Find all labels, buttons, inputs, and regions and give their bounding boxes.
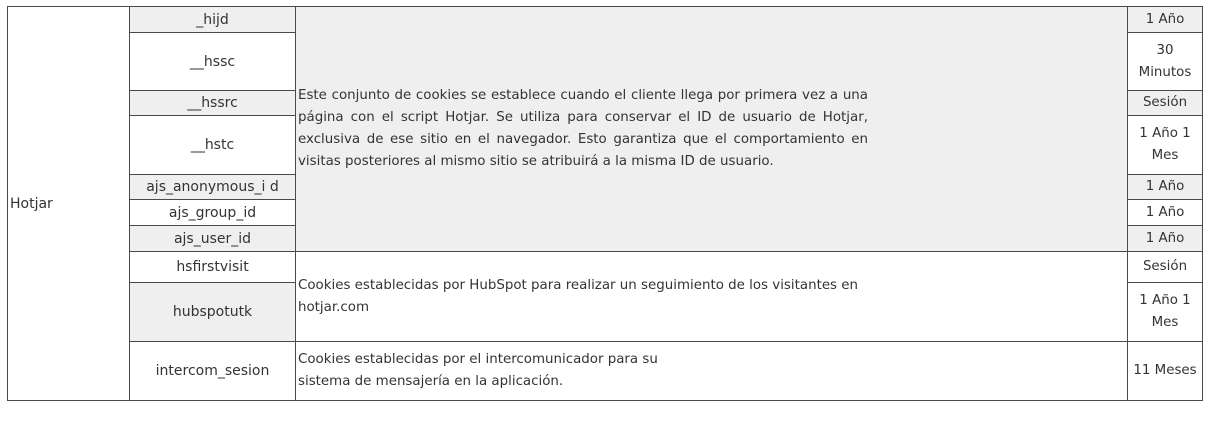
cookie-name: __hssc bbox=[130, 33, 296, 91]
table-row bbox=[8, 7, 1203, 33]
cookie-name: ajs_user_id bbox=[130, 226, 296, 252]
table-row bbox=[8, 342, 1203, 401]
cookie-name: ajs_group_id bbox=[130, 200, 296, 226]
cookie-name: hubspotutk bbox=[130, 283, 296, 342]
cookie-description bbox=[296, 342, 1128, 401]
cookie-name: __hstc bbox=[130, 116, 296, 175]
cookies-table bbox=[7, 6, 1203, 401]
cookie-name: __hssrc bbox=[130, 91, 296, 116]
cookie-duration: 1 Año 1 Mes bbox=[1128, 283, 1203, 342]
cookie-description bbox=[296, 252, 1128, 342]
cookie-name: _hijd bbox=[130, 7, 296, 33]
cookie-duration: 1 Año bbox=[1128, 226, 1203, 252]
description-line: sistema de mensajería en la aplicación. bbox=[298, 374, 564, 389]
cookie-duration: 1 Año bbox=[1128, 200, 1203, 226]
cookie-name: intercom_sesion bbox=[130, 342, 296, 401]
cookie-duration: 1 Año 1 Mes bbox=[1128, 116, 1203, 175]
cookie-duration: 1 Año bbox=[1128, 175, 1203, 200]
cookie-name: ajs_anonymous_i d bbox=[130, 175, 296, 200]
cookie-duration: Sesión bbox=[1128, 91, 1203, 116]
cookie-duration: 1 Año bbox=[1128, 7, 1203, 33]
description-text: Este conjunto de cookies se establece cuando el cliente llega por primera vez a una página con el script Hotjar. Se utiliza para conservar el ID de usuario de Hotjar, exclusiva de ese sitio en el navegador. Esto garantiza que el comportamiento en visitas posteriores al mismo sitio se atribuirá a la misma ID de usuario. bbox=[298, 88, 868, 169]
table-row bbox=[8, 252, 1203, 283]
provider-cell: Hotjar bbox=[8, 7, 130, 401]
description-text: Cookies establecidas por HubSpot para realizar un seguimiento de los visitantes en hotjar.com bbox=[298, 277, 859, 315]
description-line: Cookies establecidas por el intercomunicador para su bbox=[298, 352, 658, 367]
cookie-duration: Sesión bbox=[1128, 252, 1203, 283]
cookie-description bbox=[296, 7, 1128, 252]
cookie-duration: 30 Minutos bbox=[1128, 33, 1203, 91]
cookie-name: hsfirstvisit bbox=[130, 252, 296, 283]
cookie-duration: 11 Meses bbox=[1128, 342, 1203, 401]
